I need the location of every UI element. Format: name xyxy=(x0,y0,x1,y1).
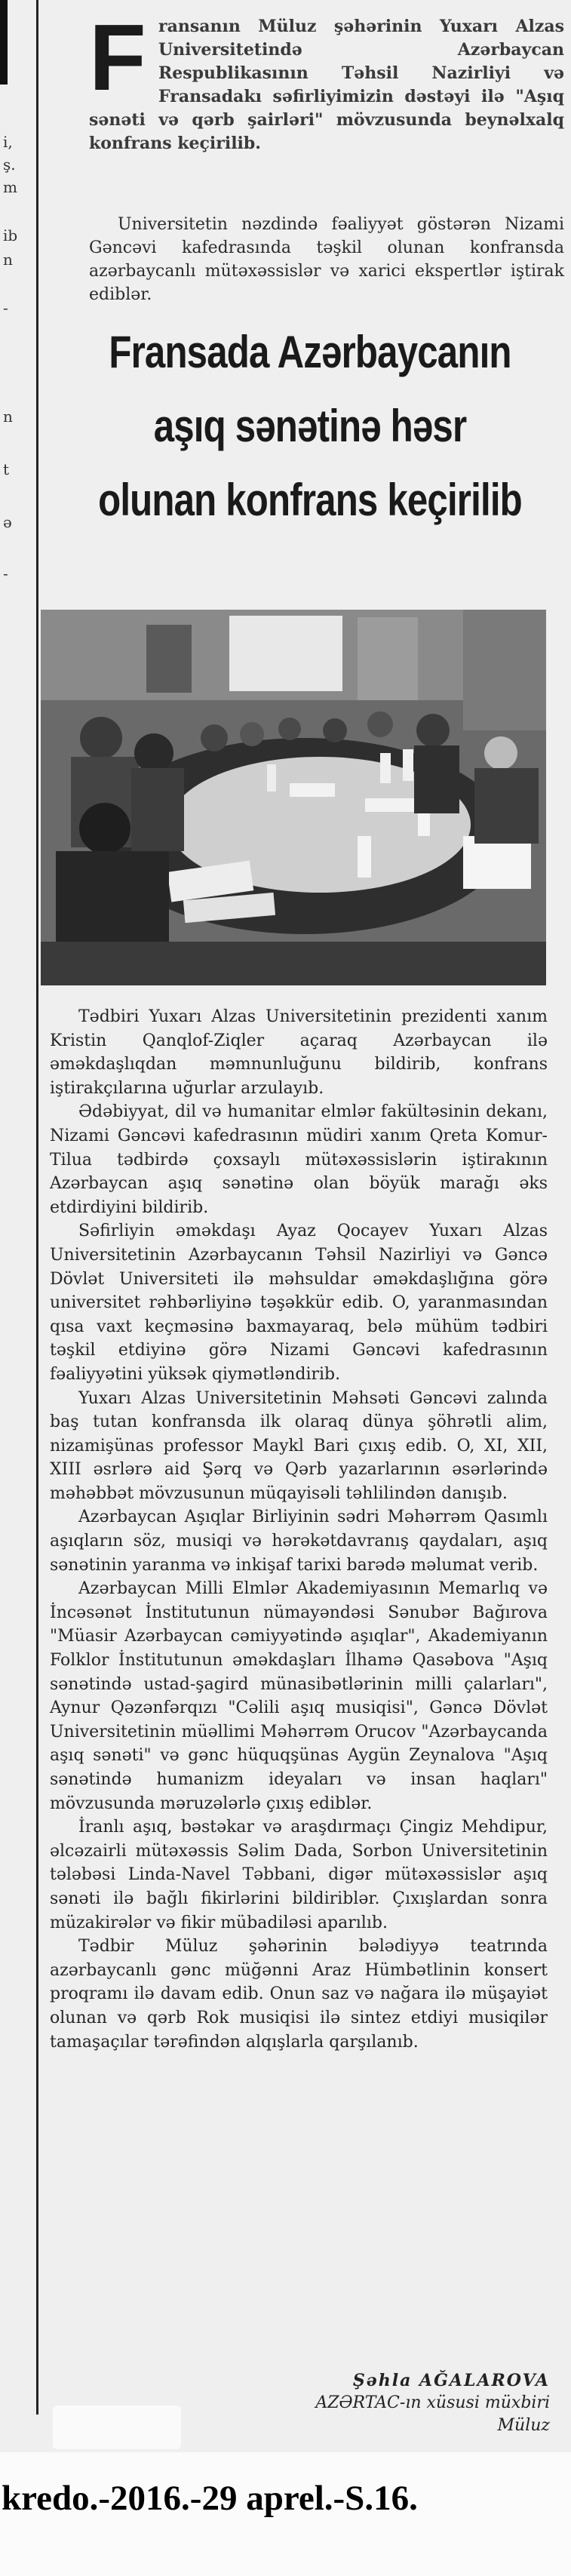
fragment-text: n xyxy=(3,407,13,426)
body-paragraph: Yuxarı Alzas Universitetinin Məhsəti Gəncəvi zalında baş tutan konfransda ilk olaraq dünya şöhrətli alim, nizamişünas professor Maykl Bari çıxış edib. O, XI, XII, XIII əsrlərə aid Şərq və Qərb yazarlarının əsərlərində məhəbbət mövzusunun müqayisəli təhlilindən danışıb. xyxy=(50,1388,548,1503)
body-paragraph: Azərbaycan Milli Elmlər Akademiyasının Memarlıq və İncəsənət İnstitutunun nümayəndəsi Sənubər Bağırova "Müasir Azərbaycan cəmiyyətində aşıqlar", Akademiyanın Folklor İnstitutunun əməkdaşları İlhamə Qasəbova "Aşıq sənətində ustad-şagird münasibətlərinin milli çalarları", Aynur Qəzənfərqızı "Cəlili aşıq musiqisi", Gəncə Dövlət Universitetinin müəllimi Məhərrəm Orucov "Azərbaycanda aşıq sənəti" və gənc hüquqşünas Aygün Zeynalova "Aşıq sənətində humanizm ideyaları və insan haqları" mövzusunda məruzələrlə çıxış ediblər. xyxy=(50,1579,548,1813)
fragment-text: ib xyxy=(3,226,18,244)
body-paragraph: Səfirliyin əməkdaşı Ayaz Qocayev Yuxarı Alzas Universitetinin Azərbaycanın Təhsil Nazirliyi və Gəncə Dövlət Universiteti ilə məhsuldar əməkdaşlığına görə universitet rəhbərliyinə təşəkkür edib. O, yaranmasından qısa vaxt keçməsinə baxmayaraq, belə mühüm tədbiri təşkil etdiyinə görə Nizami Gəncəvi kafedrasının fəaliyyətini yüksək qiymətləndirib. xyxy=(50,1222,548,1384)
author-location: Müluz xyxy=(497,2416,550,2435)
fragment-text: ə xyxy=(3,513,12,531)
body-paragraph: İranlı aşıq, bəstəkar və araşdırmaçı Çingiz Mehdipur, əlcəzairli mütəxəssis Səlim Dada, Sorbon Universitetinin tələbəsi Linda-Navel Təbbani, digər mütəxəssislər aşıq sənəti ilə bağlı fikirlərini bildiriblər. Çıxışlardan sonra müzakirələr və fikir mübadiləsi aparılıb. xyxy=(50,1818,548,1932)
body-paragraph: Tədbiri Yuxarı Alzas Universitetinin prezidenti xanım Kristin Qanqlof-Ziqler açaraq Azərbaycan ilə əməkdaşlıqdan məmnunluğunu bildirib, konfrans iştirakçılarına uğurlar arzulayıb. xyxy=(50,1007,548,1098)
lead-paragraph xyxy=(89,6,564,155)
fragment-text: i, xyxy=(3,133,13,151)
fragment-text: t xyxy=(3,460,10,478)
column-rule xyxy=(36,0,38,2415)
headline-line: olunan konfrans keçirilib xyxy=(98,475,522,525)
author-agency: AZƏRTAC-ın xüsusi müxbiri xyxy=(315,2393,550,2412)
fragment-text: m xyxy=(3,178,17,196)
byline xyxy=(226,2369,550,2437)
author-name: Şəhla AĞALAROVA xyxy=(352,2371,550,2390)
column-edge-bar xyxy=(0,0,8,85)
article-body xyxy=(50,1005,548,2054)
fragment-text: - xyxy=(3,299,8,317)
drop-cap: F xyxy=(89,6,146,110)
body-paragraph: Azərbaycan Aşıqlar Birliyinin sədri Məhərrəm Qasımlı aşıqların söz, musiqi və hərəkətdavranış qaydaları, aşıq sənətinin yaranma və inkişaf tarixi barədə məlumat verib. xyxy=(50,1508,548,1575)
fragment-text: n xyxy=(3,251,13,269)
article-headline xyxy=(97,315,523,537)
headline-line: Fransada Azərbaycanın xyxy=(109,327,511,377)
source-citation: kredo.-2016.-29 aprel.-S.16. xyxy=(2,2479,418,2518)
conference-photo xyxy=(41,610,546,985)
body-paragraph: Tədbir Müluz şəhərinin bələdiyyə teatrında azərbaycanlı gənc müğənni Araz Hümbətlinin konsert proqramı ilə davam edib. Onun saz və nağara ilə müşayiət olunan və qərb Rok musiqisi ilə sintez etdiyi musiqilər tamaşaçılar tərəfindən alqışlarla qarşılanıb. xyxy=(50,1937,548,2052)
scan-artifact xyxy=(53,2405,181,2449)
headline-line: aşıq sənətinə həsr xyxy=(153,401,467,451)
fragment-text: ş. xyxy=(3,155,16,174)
intro-paragraph: Universitetin nəzdində fəaliyyət göstərən Nizami Gəncəvi kafedrasında təşkil olunan konfransda azərbaycanlı mütəxəssislər və xarici ekspertlər iştirak ediblər. xyxy=(89,215,564,304)
adjacent-column-fragment xyxy=(0,0,35,2415)
source-footer xyxy=(0,2452,571,2576)
lead-text: ransanın Müluz şəhərinin Yuxarı Alzas Universitetində Azərbaycan Respublikasının Təhsil Nazirliyi və Fransadakı səfirliyimizin dəstəyi ilə "Aşıq sənəti və qərb şairləri" mövzusunda beynəlxalq konfrans keçirilib. xyxy=(89,17,564,153)
body-paragraph: Ədəbiyyat, dil və humanitar elmlər fakültəsinin dekanı, Nizami Gəncəvi kafedrasının müdiri xanım Qreta Komur-Tilua tədbirdə çoxsaylı mütəxəssislərin iştirakının Azərbaycan aşıq sənətinə olan böyük marağı əks etdirdiyini bildirib. xyxy=(50,1102,548,1217)
fragment-text: - xyxy=(3,564,8,583)
